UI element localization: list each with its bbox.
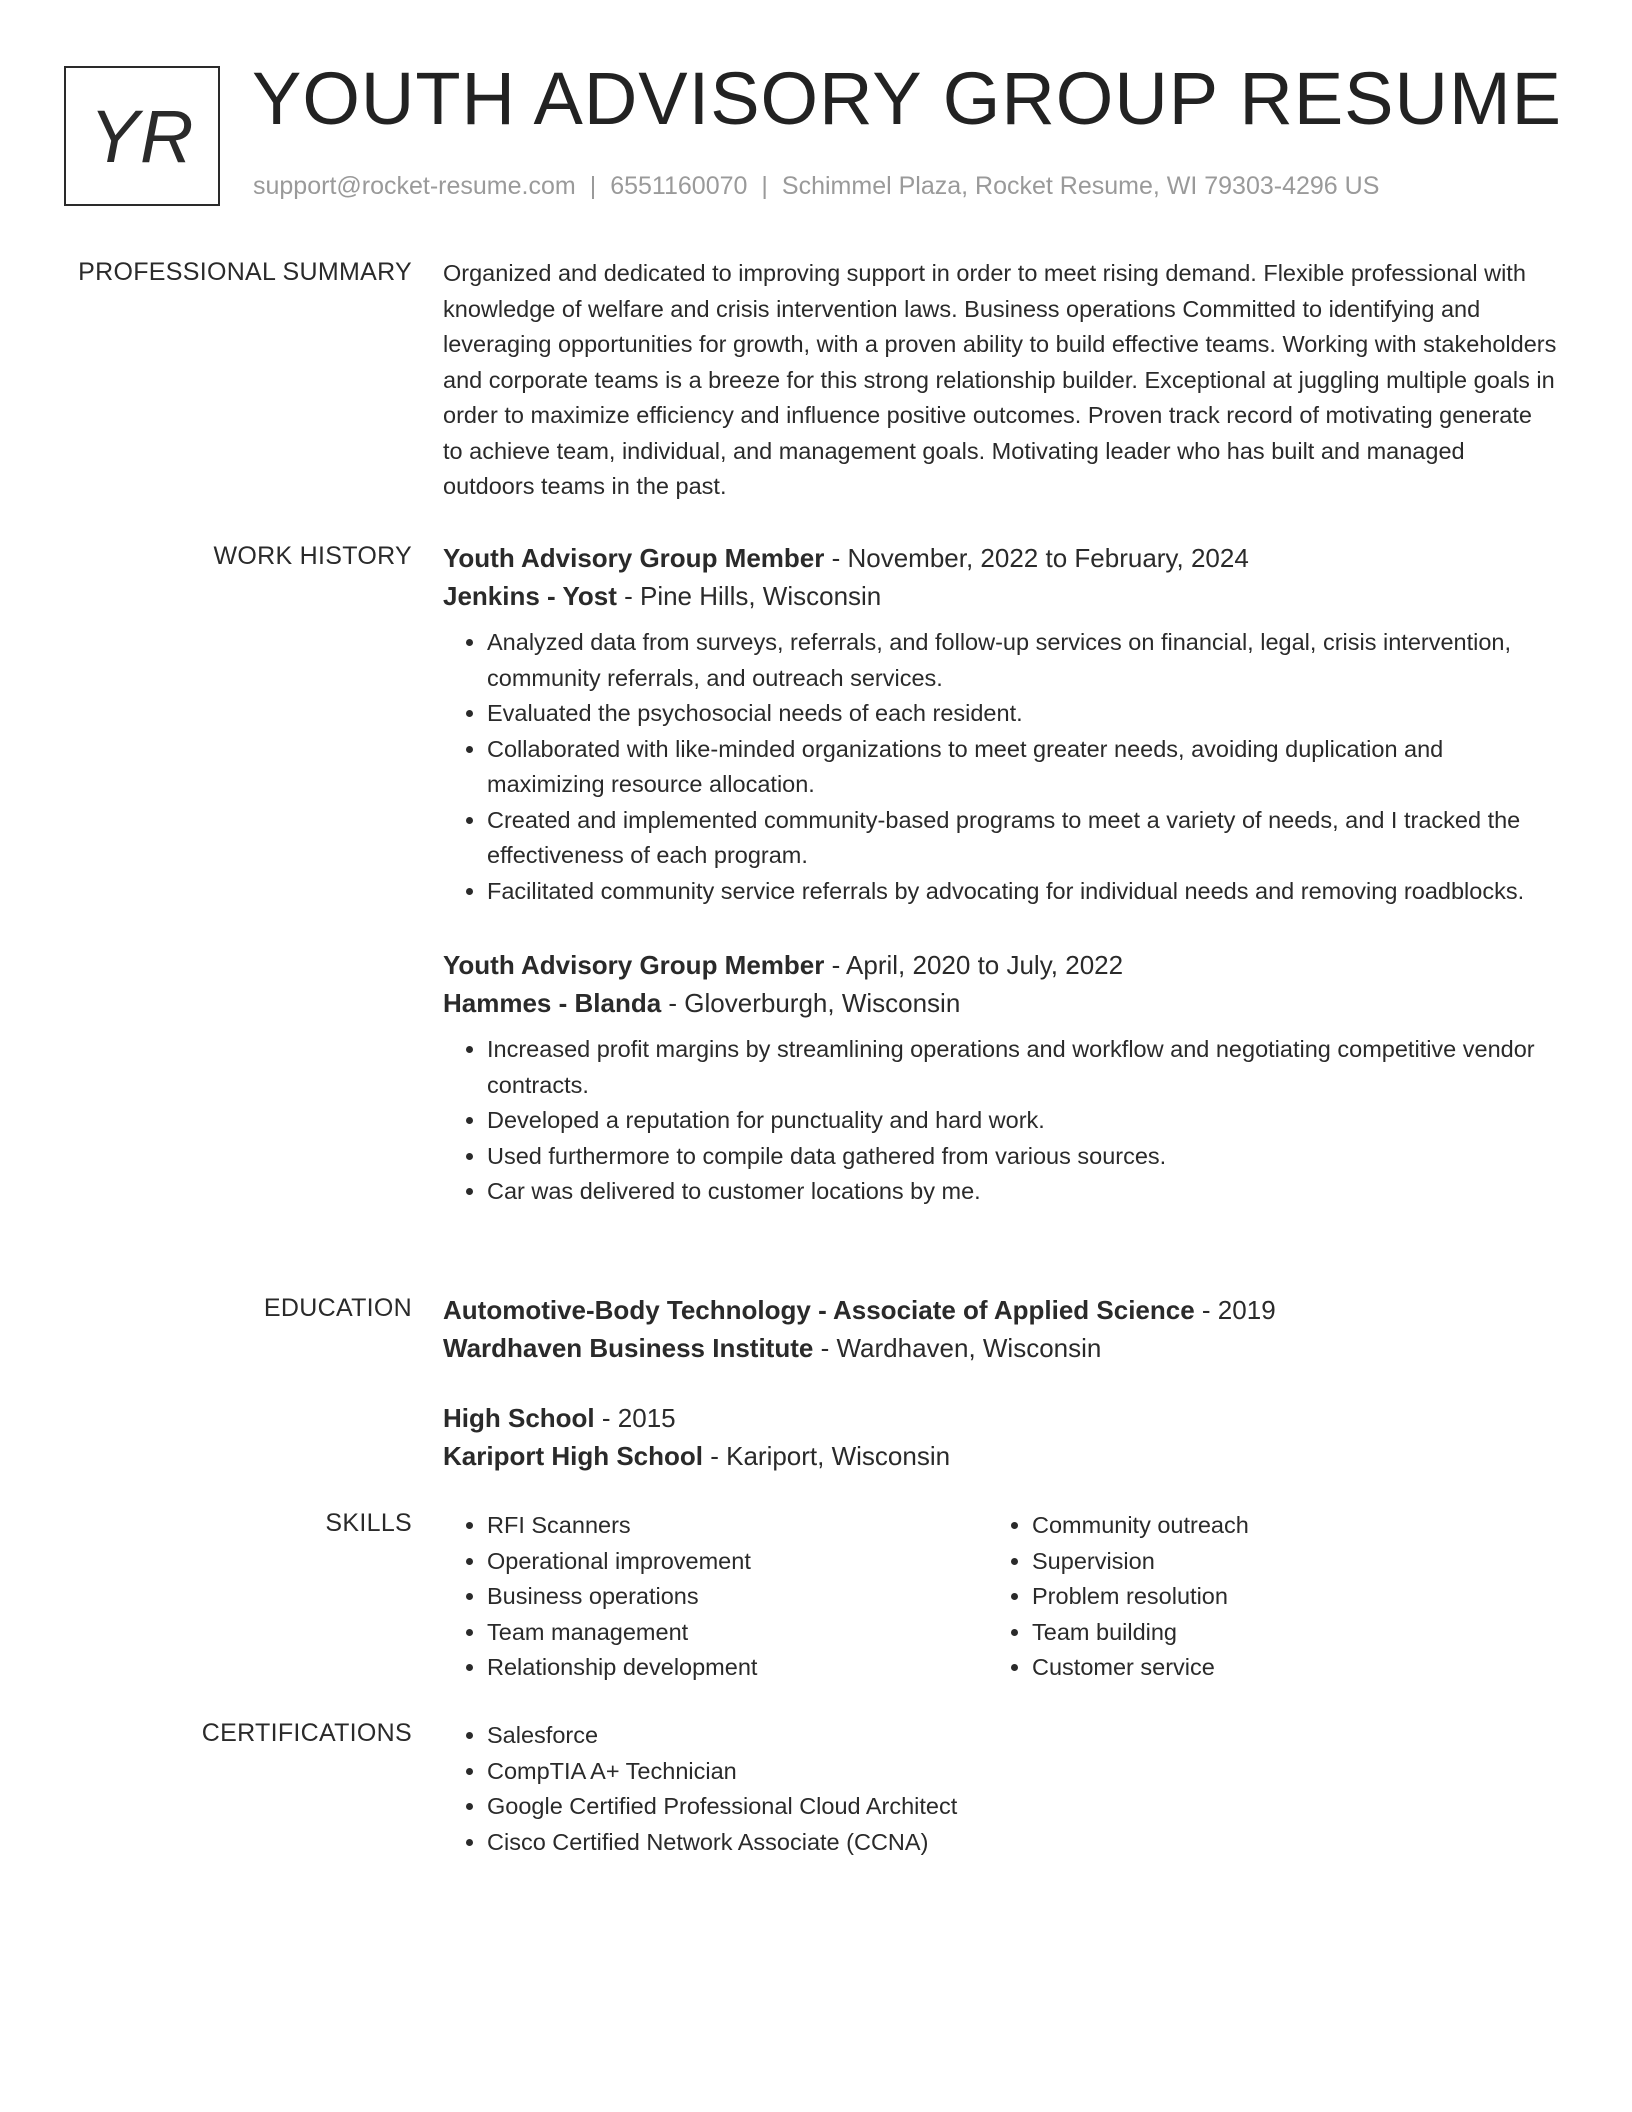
certification-item: • Cisco Certified Network Associate (CCNA) bbox=[487, 1825, 1558, 1861]
job-bullets bbox=[443, 1032, 1558, 1210]
job-dates: - November, 2022 to February, 2024 bbox=[824, 543, 1249, 573]
education-degree: Automotive-Body Technology - Associate of Applied Science bbox=[443, 1295, 1195, 1325]
education-degree-line bbox=[443, 1399, 1558, 1437]
education-location: - Kariport, Wisconsin bbox=[703, 1441, 951, 1471]
skill-item: • Customer service bbox=[1032, 1650, 1533, 1686]
job-bullet: • Analyzed data from surveys, referrals, and follow-up services on financial, legal, crisis intervention, community referrals, and outreach services. bbox=[487, 625, 1558, 696]
job-bullet: • Used furthermore to compile data gathered from various sources. bbox=[487, 1139, 1558, 1175]
skill-item: • Community outreach bbox=[1032, 1508, 1533, 1544]
education-degree: High School bbox=[443, 1403, 595, 1433]
skills-list-left bbox=[443, 1508, 988, 1686]
education-year: - 2019 bbox=[1194, 1295, 1276, 1325]
job-bullet: • Car was delivered to customer locations by me. bbox=[487, 1174, 1558, 1210]
contact-address: Schimmel Plaza, Rocket Resume, WI 79303-4296 US bbox=[781, 172, 1380, 200]
skills-column-right bbox=[988, 1508, 1533, 1686]
education-school-line bbox=[443, 1329, 1558, 1367]
job-company: Hammes - Blanda bbox=[443, 988, 662, 1018]
contact-separator: | bbox=[589, 172, 597, 200]
education-school: Kariport High School bbox=[443, 1441, 703, 1471]
contact-separator: | bbox=[761, 172, 768, 200]
summary-body bbox=[443, 256, 1558, 505]
job-entry bbox=[443, 946, 1558, 1210]
certification-item: • Google Certified Professional Cloud Architect bbox=[487, 1789, 1558, 1825]
skill-item: • Relationship development bbox=[487, 1650, 988, 1686]
skill-item: • Operational improvement bbox=[487, 1544, 988, 1580]
job-bullet: • Collaborated with like-minded organizations to meet greater needs, avoiding duplication and maximizing resource allocation. bbox=[487, 732, 1558, 803]
job-location: - Gloverburgh, Wisconsin bbox=[661, 988, 961, 1018]
education-school: Wardhaven Business Institute bbox=[443, 1333, 814, 1363]
section-label-skills: SKILLS bbox=[325, 1509, 412, 1537]
skill-item: • Team building bbox=[1032, 1615, 1533, 1651]
skills-column-left bbox=[443, 1508, 988, 1686]
certification-item: • Salesforce bbox=[487, 1718, 1558, 1754]
education-degree-line bbox=[443, 1291, 1558, 1329]
job-title: Youth Advisory Group Member bbox=[443, 950, 825, 980]
education-entry bbox=[443, 1399, 1558, 1475]
education-body bbox=[443, 1291, 1558, 1475]
section-label-work-history: WORK HISTORY bbox=[213, 542, 412, 570]
job-company-line bbox=[443, 577, 1558, 615]
skills-list-right bbox=[988, 1508, 1533, 1686]
skill-item: • Problem resolution bbox=[1032, 1579, 1533, 1615]
section-label-certifications: CERTIFICATIONS bbox=[201, 1719, 412, 1747]
work-history-body bbox=[443, 539, 1558, 1210]
certifications-body bbox=[443, 1718, 1558, 1860]
resume-title: YOUTH ADVISORY GROUP RESUME bbox=[252, 57, 1562, 140]
skill-item: • Supervision bbox=[1032, 1544, 1533, 1580]
education-year: - 2015 bbox=[594, 1403, 676, 1433]
monogram-logo: YR bbox=[64, 66, 220, 206]
skills-columns bbox=[443, 1508, 1558, 1686]
job-bullet: • Developed a reputation for punctuality and hard work. bbox=[487, 1103, 1558, 1139]
skill-item: • RFI Scanners bbox=[487, 1508, 988, 1544]
job-title-line bbox=[443, 539, 1558, 577]
contact-line bbox=[253, 172, 1379, 201]
job-bullet: • Increased profit margins by streamlining operations and workflow and negotiating competitive vendor contracts. bbox=[487, 1032, 1558, 1103]
certification-item: • CompTIA A+ Technician bbox=[487, 1754, 1558, 1790]
contact-phone: 6551160070 bbox=[610, 172, 748, 200]
job-title-line bbox=[443, 946, 1558, 984]
job-bullet: • Facilitated community service referrals by advocating for individual needs and removing roadblocks. bbox=[487, 874, 1558, 910]
skill-item: • Business operations bbox=[487, 1579, 988, 1615]
job-bullet: • Created and implemented community-based programs to meet a variety of needs, and I tracked the effectiveness of each program. bbox=[487, 803, 1558, 874]
certifications-list bbox=[443, 1718, 1558, 1860]
education-school-line bbox=[443, 1437, 1558, 1475]
job-location: - Pine Hills, Wisconsin bbox=[616, 581, 882, 611]
job-entry bbox=[443, 539, 1558, 909]
section-label-education: EDUCATION bbox=[263, 1294, 412, 1322]
job-title: Youth Advisory Group Member bbox=[443, 543, 825, 573]
contact-email: support@rocket-resume.com bbox=[253, 172, 576, 200]
summary-text: Organized and dedicated to improving support in order to meet rising demand. Flexible professional with knowledge of welfare and crisis intervention laws. Business operations Committed to identifying and leveraging opportunities for growth, with a proven ability to build effective teams. Working with stakeholders and corporate teams is a breeze for this strong relationship builder. Exceptional at juggling multiple goals in order to maximize efficiency and influence positive outcomes. Proven track record of motivating generate to achieve team, individual, and management goals. Motivating leader who has built and managed outdoors teams in the past. bbox=[443, 260, 1557, 499]
education-entry bbox=[443, 1291, 1558, 1367]
job-bullet: • Evaluated the psychosocial needs of each resident. bbox=[487, 696, 1558, 732]
job-dates: - April, 2020 to July, 2022 bbox=[824, 950, 1124, 980]
education-location: - Wardhaven, Wisconsin bbox=[813, 1333, 1102, 1363]
job-company: Jenkins - Yost bbox=[443, 581, 617, 611]
section-label-summary: PROFESSIONAL SUMMARY bbox=[78, 258, 412, 286]
skills-body bbox=[443, 1508, 1558, 1686]
job-company-line bbox=[443, 984, 1558, 1022]
job-bullets bbox=[443, 625, 1558, 909]
skill-item: • Team management bbox=[487, 1615, 988, 1651]
